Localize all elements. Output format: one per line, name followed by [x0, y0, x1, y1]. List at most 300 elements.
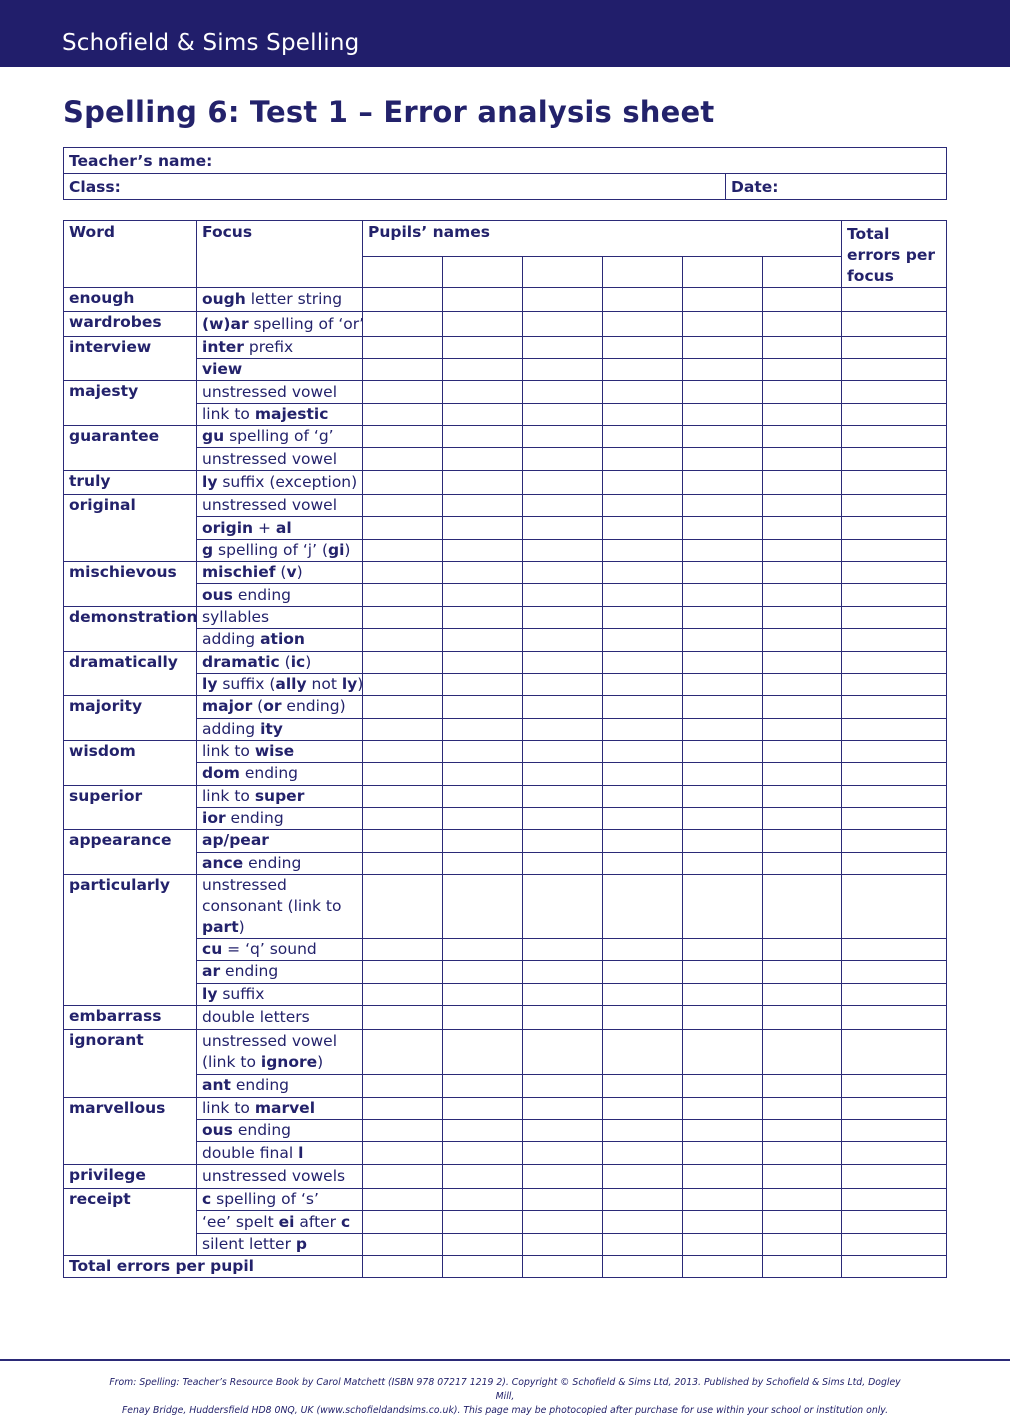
pupil-error-cell[interactable]: [363, 336, 443, 358]
pupil-error-cell[interactable]: [363, 785, 443, 807]
pupil-error-cell[interactable]: [523, 1211, 603, 1233]
pupil-error-cell[interactable]: [443, 807, 523, 829]
pupil-error-cell[interactable]: [603, 961, 683, 983]
pupil-error-cell[interactable]: [443, 1097, 523, 1119]
pupil-total-cell[interactable]: [523, 1256, 603, 1278]
pupil-total-cell[interactable]: [363, 1256, 443, 1278]
pupil-error-cell[interactable]: [443, 673, 523, 695]
pupil-error-cell[interactable]: [603, 1189, 683, 1211]
focus-total-cell[interactable]: [842, 1097, 947, 1119]
pupil-error-cell[interactable]: [523, 696, 603, 718]
pupil-error-cell[interactable]: [523, 673, 603, 695]
focus-key-text: majestic: [254, 404, 329, 423]
focus-total-cell[interactable]: [842, 312, 947, 336]
pupil-error-cell[interactable]: [443, 288, 523, 312]
pupil-error-cell[interactable]: [683, 562, 763, 584]
pupil-error-cell[interactable]: [683, 830, 763, 852]
pupil-error-cell[interactable]: [603, 336, 683, 358]
pupil-error-cell[interactable]: [683, 938, 763, 960]
pupil-error-cell[interactable]: [443, 785, 523, 807]
pupil-error-cell[interactable]: [763, 517, 842, 539]
pupil-error-cell[interactable]: [603, 1120, 683, 1142]
focus-key-text: or: [263, 697, 282, 716]
pupil-error-cell[interactable]: [763, 696, 842, 718]
pupil-error-cell[interactable]: [523, 584, 603, 606]
pupil-error-cell[interactable]: [363, 517, 443, 539]
pupil-error-cell[interactable]: [443, 718, 523, 740]
pupil-error-cell[interactable]: [763, 651, 842, 673]
pupil-error-cell[interactable]: [523, 785, 603, 807]
pupil-error-cell[interactable]: [603, 470, 683, 494]
pupil-error-cell[interactable]: [603, 606, 683, 628]
pupil-error-cell[interactable]: [523, 381, 603, 403]
pupil-error-cell[interactable]: [763, 312, 842, 336]
pupil-error-cell[interactable]: [443, 1030, 523, 1075]
pupil-error-cell[interactable]: [763, 807, 842, 829]
pupil-error-cell[interactable]: [443, 359, 523, 381]
pupil-error-cell[interactable]: [763, 381, 842, 403]
pupil-error-cell[interactable]: [443, 1233, 523, 1255]
focus-total-cell[interactable]: [842, 673, 947, 695]
pupil-error-cell[interactable]: [763, 470, 842, 494]
pupil-error-cell[interactable]: [603, 562, 683, 584]
pupil-error-cell[interactable]: [523, 1189, 603, 1211]
pupil-total-cell[interactable]: [683, 1256, 763, 1278]
pupil-name-cell[interactable]: [603, 256, 683, 287]
pupil-error-cell[interactable]: [523, 495, 603, 517]
pupil-error-cell[interactable]: [363, 763, 443, 785]
pupil-error-cell[interactable]: [443, 381, 523, 403]
pupil-error-cell[interactable]: [763, 403, 842, 425]
focus-total-cell[interactable]: [842, 1075, 947, 1097]
pupil-error-cell[interactable]: [683, 983, 763, 1005]
pupil-error-cell[interactable]: [683, 961, 763, 983]
focus-total-cell[interactable]: [842, 718, 947, 740]
pupil-error-cell[interactable]: [523, 874, 603, 938]
pupil-error-cell[interactable]: [523, 807, 603, 829]
focus-total-cell[interactable]: [842, 381, 947, 403]
pupil-error-cell[interactable]: [683, 696, 763, 718]
pupil-error-cell[interactable]: [763, 1164, 842, 1188]
pupil-error-cell[interactable]: [763, 785, 842, 807]
pupil-error-cell[interactable]: [683, 651, 763, 673]
focus-total-cell[interactable]: [842, 696, 947, 718]
pupil-error-cell[interactable]: [523, 983, 603, 1005]
pupil-name-cell[interactable]: [763, 256, 842, 287]
pupil-error-cell[interactable]: [363, 495, 443, 517]
pupil-error-cell[interactable]: [523, 517, 603, 539]
pupil-error-cell[interactable]: [363, 1142, 443, 1164]
pupil-error-cell[interactable]: [763, 740, 842, 762]
pupil-error-cell[interactable]: [683, 718, 763, 740]
pupil-error-cell[interactable]: [683, 852, 763, 874]
pupil-error-cell[interactable]: [443, 1075, 523, 1097]
pupil-error-cell[interactable]: [763, 426, 842, 448]
pupil-error-cell[interactable]: [443, 1189, 523, 1211]
pupil-error-cell[interactable]: [443, 1164, 523, 1188]
pupil-error-cell[interactable]: [443, 629, 523, 651]
pupil-error-cell[interactable]: [683, 763, 763, 785]
pupil-name-cell[interactable]: [443, 256, 523, 287]
pupil-error-cell[interactable]: [763, 539, 842, 561]
pupil-error-cell[interactable]: [443, 983, 523, 1005]
pupil-error-cell[interactable]: [443, 606, 523, 628]
pupil-error-cell[interactable]: [683, 1164, 763, 1188]
pupil-error-cell[interactable]: [523, 1164, 603, 1188]
pupil-error-cell[interactable]: [763, 983, 842, 1005]
pupil-error-cell[interactable]: [443, 938, 523, 960]
pupil-error-cell[interactable]: [603, 1164, 683, 1188]
pupil-error-cell[interactable]: [443, 495, 523, 517]
pupil-error-cell[interactable]: [683, 584, 763, 606]
pupil-error-cell[interactable]: [603, 874, 683, 938]
focus-total-cell[interactable]: [842, 740, 947, 762]
pupil-error-cell[interactable]: [763, 718, 842, 740]
pupil-error-cell[interactable]: [603, 938, 683, 960]
focus-total-cell[interactable]: [842, 426, 947, 448]
pupil-error-cell[interactable]: [443, 426, 523, 448]
focus-total-cell[interactable]: [842, 1005, 947, 1029]
pupil-error-cell[interactable]: [763, 763, 842, 785]
pupil-error-cell[interactable]: [603, 1211, 683, 1233]
pupil-error-cell[interactable]: [763, 1075, 842, 1097]
pupil-error-cell[interactable]: [523, 448, 603, 470]
pupil-error-cell[interactable]: [763, 562, 842, 584]
pupil-error-cell[interactable]: [683, 807, 763, 829]
pupil-error-cell[interactable]: [763, 359, 842, 381]
pupil-error-cell[interactable]: [763, 448, 842, 470]
pupil-error-cell[interactable]: [603, 1005, 683, 1029]
pupil-error-cell[interactable]: [603, 651, 683, 673]
pupil-error-cell[interactable]: [523, 718, 603, 740]
pupil-error-cell[interactable]: [443, 740, 523, 762]
pupil-error-cell[interactable]: [523, 1142, 603, 1164]
pupil-error-cell[interactable]: [603, 517, 683, 539]
focus-total-cell[interactable]: [842, 830, 947, 852]
pupil-error-cell[interactable]: [603, 763, 683, 785]
pupil-error-cell[interactable]: [763, 673, 842, 695]
pupil-error-cell[interactable]: [763, 606, 842, 628]
pupil-error-cell[interactable]: [363, 1233, 443, 1255]
focus-total-cell[interactable]: [842, 1211, 947, 1233]
focus-total-cell[interactable]: [842, 403, 947, 425]
pupil-error-cell[interactable]: [603, 584, 683, 606]
pupil-error-cell[interactable]: [683, 1211, 763, 1233]
pupil-error-cell[interactable]: [603, 785, 683, 807]
pupil-error-cell[interactable]: [763, 852, 842, 874]
pupil-name-cell[interactable]: [523, 256, 603, 287]
pupil-error-cell[interactable]: [523, 1075, 603, 1097]
pupil-error-cell[interactable]: [363, 539, 443, 561]
pupil-error-cell[interactable]: [683, 336, 763, 358]
pupil-error-cell[interactable]: [523, 336, 603, 358]
pupil-total-cell[interactable]: [763, 1256, 842, 1278]
pupil-error-cell[interactable]: [683, 403, 763, 425]
pupil-error-cell[interactable]: [363, 403, 443, 425]
pupil-error-cell[interactable]: [363, 629, 443, 651]
focus-total-cell[interactable]: [842, 1189, 947, 1211]
pupil-error-cell[interactable]: [683, 629, 763, 651]
pupil-error-cell[interactable]: [683, 539, 763, 561]
pupil-error-cell[interactable]: [683, 874, 763, 938]
pupil-error-cell[interactable]: [763, 1211, 842, 1233]
pupil-error-cell[interactable]: [683, 785, 763, 807]
pupil-error-cell[interactable]: [523, 651, 603, 673]
pupil-error-cell[interactable]: [683, 1142, 763, 1164]
grand-total-cell[interactable]: [842, 1256, 947, 1278]
pupil-error-cell[interactable]: [763, 584, 842, 606]
pupil-error-cell[interactable]: [603, 718, 683, 740]
pupil-error-cell[interactable]: [683, 606, 763, 628]
pupil-error-cell[interactable]: [443, 763, 523, 785]
pupil-error-cell[interactable]: [683, 288, 763, 312]
pupil-error-cell[interactable]: [523, 740, 603, 762]
pupil-error-cell[interactable]: [363, 740, 443, 762]
focus-total-cell[interactable]: [842, 606, 947, 628]
pupil-error-cell[interactable]: [443, 1005, 523, 1029]
pupil-error-cell[interactable]: [763, 961, 842, 983]
pupil-error-cell[interactable]: [363, 961, 443, 983]
focus-total-cell[interactable]: [842, 629, 947, 651]
footer-line: From: Spelling: Teacher’s Resource Book by Carol Matchett (ISBN 978 07217 1219 2). Copyright © Schofield & Sims Ltd, 2013. Published by Schofield & Sims Ltd, Dogley Mill,: [109, 1377, 901, 1402]
pupil-error-cell[interactable]: [683, 1030, 763, 1075]
pupil-error-cell[interactable]: [363, 359, 443, 381]
pupil-error-cell[interactable]: [683, 673, 763, 695]
pupil-error-cell[interactable]: [603, 495, 683, 517]
pupil-error-cell[interactable]: [523, 426, 603, 448]
focus-total-cell[interactable]: [842, 517, 947, 539]
pupil-error-cell[interactable]: [363, 1097, 443, 1119]
pupil-error-cell[interactable]: [523, 539, 603, 561]
pupil-error-cell[interactable]: [363, 1005, 443, 1029]
pupil-error-cell[interactable]: [683, 359, 763, 381]
pupil-error-cell[interactable]: [763, 1005, 842, 1029]
pupil-error-cell[interactable]: [523, 1005, 603, 1029]
pupil-error-cell[interactable]: [363, 718, 443, 740]
pupil-error-cell[interactable]: [603, 1142, 683, 1164]
focus-total-cell[interactable]: [842, 1233, 947, 1255]
pupil-error-cell[interactable]: [523, 961, 603, 983]
word-cell: receipt: [64, 1189, 197, 1256]
pupil-error-cell[interactable]: [683, 1189, 763, 1211]
pupil-error-cell[interactable]: [603, 852, 683, 874]
pupil-error-cell[interactable]: [443, 830, 523, 852]
pupil-error-cell[interactable]: [683, 1097, 763, 1119]
pupil-error-cell[interactable]: [443, 539, 523, 561]
focus-total-cell[interactable]: [842, 938, 947, 960]
focus-total-cell[interactable]: [842, 785, 947, 807]
pupil-error-cell[interactable]: [443, 336, 523, 358]
pupil-total-cell[interactable]: [443, 1256, 523, 1278]
pupil-error-cell[interactable]: [603, 807, 683, 829]
pupil-error-cell[interactable]: [763, 874, 842, 938]
pupil-error-cell[interactable]: [683, 312, 763, 336]
focus-total-cell[interactable]: [842, 539, 947, 561]
pupil-error-cell[interactable]: [363, 1120, 443, 1142]
pupil-error-cell[interactable]: [523, 606, 603, 628]
pupil-total-cell[interactable]: [603, 1256, 683, 1278]
pupil-error-cell[interactable]: [683, 1233, 763, 1255]
pupil-error-cell[interactable]: [363, 830, 443, 852]
pupil-error-cell[interactable]: [683, 381, 763, 403]
pupil-error-cell[interactable]: [763, 1233, 842, 1255]
focus-total-cell[interactable]: [842, 1030, 947, 1075]
pupil-error-cell[interactable]: [523, 1097, 603, 1119]
pupil-error-cell[interactable]: [683, 1075, 763, 1097]
pupil-name-cell[interactable]: [363, 256, 443, 287]
pupil-error-cell[interactable]: [523, 1233, 603, 1255]
pupil-error-cell[interactable]: [443, 562, 523, 584]
pupil-error-cell[interactable]: [363, 1211, 443, 1233]
pupil-error-cell[interactable]: [363, 983, 443, 1005]
focus-total-cell[interactable]: [842, 1142, 947, 1164]
pupil-error-cell[interactable]: [363, 673, 443, 695]
pupil-error-cell[interactable]: [603, 740, 683, 762]
pupil-error-cell[interactable]: [363, 852, 443, 874]
pupil-error-cell[interactable]: [603, 1030, 683, 1075]
focus-total-cell[interactable]: [842, 961, 947, 983]
focus-total-cell[interactable]: [842, 763, 947, 785]
pupil-error-cell[interactable]: [363, 1075, 443, 1097]
pupil-error-cell[interactable]: [523, 763, 603, 785]
pupil-error-cell[interactable]: [443, 874, 523, 938]
pupil-error-cell[interactable]: [603, 1075, 683, 1097]
pupil-error-cell[interactable]: [523, 852, 603, 874]
pupil-error-cell[interactable]: [603, 673, 683, 695]
pupil-error-cell[interactable]: [683, 426, 763, 448]
pupil-error-cell[interactable]: [363, 696, 443, 718]
pupil-error-cell[interactable]: [443, 852, 523, 874]
focus-total-cell[interactable]: [842, 470, 947, 494]
pupil-error-cell[interactable]: [363, 288, 443, 312]
focus-total-cell[interactable]: [842, 807, 947, 829]
focus-total-cell[interactable]: [842, 562, 947, 584]
pupil-error-cell[interactable]: [523, 562, 603, 584]
pupil-error-cell[interactable]: [443, 1211, 523, 1233]
pupil-error-cell[interactable]: [763, 1097, 842, 1119]
pupil-error-cell[interactable]: [523, 830, 603, 852]
focus-total-cell[interactable]: [842, 651, 947, 673]
pupil-error-cell[interactable]: [523, 1120, 603, 1142]
pupil-error-cell[interactable]: [363, 1030, 443, 1075]
focus-total-cell[interactable]: [842, 874, 947, 938]
pupil-error-cell[interactable]: [523, 403, 603, 425]
pupil-error-cell[interactable]: [603, 426, 683, 448]
focus-total-cell[interactable]: [842, 1164, 947, 1188]
pupil-error-cell[interactable]: [443, 1142, 523, 1164]
pupil-error-cell[interactable]: [523, 359, 603, 381]
pupil-error-cell[interactable]: [363, 807, 443, 829]
pupil-error-cell[interactable]: [363, 606, 443, 628]
pupil-error-cell[interactable]: [363, 584, 443, 606]
pupil-error-cell[interactable]: [763, 629, 842, 651]
pupil-error-cell[interactable]: [363, 1189, 443, 1211]
pupil-error-cell[interactable]: [603, 539, 683, 561]
pupil-error-cell[interactable]: [363, 312, 443, 336]
pupil-error-cell[interactable]: [683, 1120, 763, 1142]
focus-total-cell[interactable]: [842, 983, 947, 1005]
pupil-error-cell[interactable]: [763, 830, 842, 852]
focus-total-cell[interactable]: [842, 288, 947, 312]
pupil-error-cell[interactable]: [683, 495, 763, 517]
pupil-error-cell[interactable]: [363, 874, 443, 938]
pupil-error-cell[interactable]: [603, 359, 683, 381]
focus-total-cell[interactable]: [842, 495, 947, 517]
pupil-error-cell[interactable]: [603, 1097, 683, 1119]
pupil-error-cell[interactable]: [603, 403, 683, 425]
pupil-error-cell[interactable]: [443, 470, 523, 494]
pupil-error-cell[interactable]: [603, 1233, 683, 1255]
pupil-error-cell[interactable]: [443, 1120, 523, 1142]
pupil-error-cell[interactable]: [443, 696, 523, 718]
focus-total-cell[interactable]: [842, 336, 947, 358]
pupil-error-cell[interactable]: [443, 651, 523, 673]
focus-cell: [197, 1189, 363, 1211]
pupil-error-cell[interactable]: [603, 381, 683, 403]
pupil-error-cell[interactable]: [763, 1142, 842, 1164]
pupil-error-cell[interactable]: [603, 983, 683, 1005]
pupil-error-cell[interactable]: [683, 517, 763, 539]
pupil-error-cell[interactable]: [443, 517, 523, 539]
focus-total-cell[interactable]: [842, 359, 947, 381]
pupil-error-cell[interactable]: [683, 470, 763, 494]
pupil-error-cell[interactable]: [763, 1120, 842, 1142]
pupil-error-cell[interactable]: [523, 629, 603, 651]
pupil-error-cell[interactable]: [443, 403, 523, 425]
pupil-error-cell[interactable]: [443, 584, 523, 606]
pupil-error-cell[interactable]: [763, 495, 842, 517]
pupil-error-cell[interactable]: [763, 938, 842, 960]
pupil-error-cell[interactable]: [523, 288, 603, 312]
focus-total-cell[interactable]: [842, 584, 947, 606]
pupil-error-cell[interactable]: [603, 288, 683, 312]
pupil-error-cell[interactable]: [683, 448, 763, 470]
pupil-error-cell[interactable]: [603, 696, 683, 718]
focus-total-cell[interactable]: [842, 448, 947, 470]
pupil-error-cell[interactable]: [523, 470, 603, 494]
pupil-error-cell[interactable]: [523, 938, 603, 960]
pupil-error-cell[interactable]: [363, 938, 443, 960]
pupil-error-cell[interactable]: [363, 1164, 443, 1188]
pupil-error-cell[interactable]: [363, 651, 443, 673]
pupil-error-cell[interactable]: [603, 830, 683, 852]
pupil-name-cell[interactable]: [683, 256, 763, 287]
pupil-error-cell[interactable]: [763, 288, 842, 312]
pupil-error-cell[interactable]: [763, 1030, 842, 1075]
teacher-name-field: [64, 148, 947, 174]
pupil-error-cell[interactable]: [443, 961, 523, 983]
word-cell: original: [64, 495, 197, 562]
pupil-error-cell[interactable]: [603, 629, 683, 651]
pupil-error-cell[interactable]: [443, 448, 523, 470]
pupil-error-cell[interactable]: [523, 1030, 603, 1075]
pupil-error-cell[interactable]: [603, 448, 683, 470]
pupil-error-cell[interactable]: [363, 381, 443, 403]
pupil-error-cell[interactable]: [443, 312, 523, 336]
pupil-error-cell[interactable]: [763, 1189, 842, 1211]
pupil-error-cell[interactable]: [363, 470, 443, 494]
focus-total-cell[interactable]: [842, 852, 947, 874]
pupil-error-cell[interactable]: [603, 312, 683, 336]
pupil-error-cell[interactable]: [683, 1005, 763, 1029]
focus-total-cell[interactable]: [842, 1120, 947, 1142]
pupil-error-cell[interactable]: [683, 740, 763, 762]
pupil-error-cell[interactable]: [363, 448, 443, 470]
pupil-error-cell[interactable]: [363, 426, 443, 448]
pupil-error-cell[interactable]: [523, 312, 603, 336]
pupil-error-cell[interactable]: [363, 562, 443, 584]
pupil-error-cell[interactable]: [763, 336, 842, 358]
